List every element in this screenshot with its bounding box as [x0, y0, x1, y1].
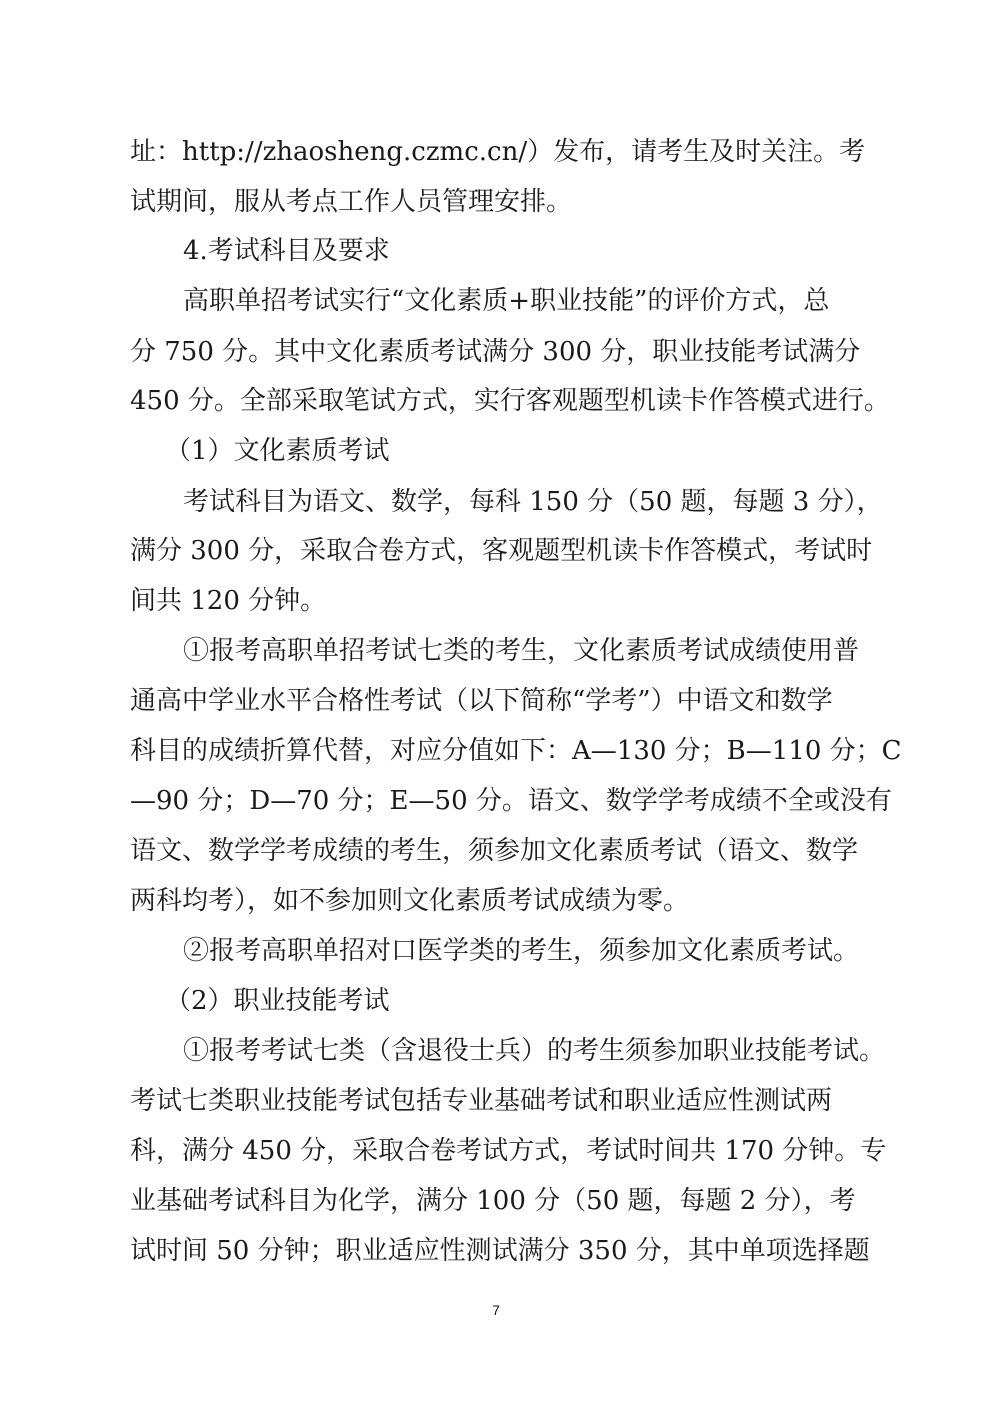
paragraph-line: 高职单招考试实行“文化素质+职业技能”的评价方式，总	[183, 286, 830, 316]
paragraph-line: ①报考考试七类（含退役士兵）的考生须参加职业技能考试。	[183, 1036, 886, 1066]
paragraph-line: 分 750 分。其中文化素质考试满分 300 分，职业技能考试满分	[130, 337, 861, 367]
paragraph-line: 试时间 50 分钟；职业适应性测试满分 350 分，其中单项选择题	[130, 1236, 870, 1266]
paragraph-line: 址：http://zhaosheng.czmc.cn/）发布，请考生及时关注。考	[130, 137, 866, 167]
paragraph-line: —90 分；D—70 分；E—50 分。语文、数学学考成绩不全或没有	[130, 786, 892, 816]
paragraph-line: 满分 300 分，采取合卷方式，客观题型机读卡作答模式，考试时	[130, 536, 873, 566]
paragraph-line: 科，满分 450 分，采取合卷考试方式，考试时间共 170 分钟。专	[130, 1136, 887, 1166]
subsection-heading: （1）文化素质考试	[165, 436, 390, 466]
paragraph-line: 考试科目为语文、数学，每科 150 分（50 题，每题 3 分），	[183, 487, 883, 517]
paragraph-line: 考试七类职业技能考试包括专业基础考试和职业适应性测试两	[130, 1086, 833, 1116]
paragraph-line: 业基础考试科目为化学，满分 100 分（50 题，每题 2 分），考	[130, 1186, 856, 1216]
paragraph-line: 语文、数学学考成绩的考生，须参加文化素质考试（语文、数学	[130, 836, 859, 866]
paragraph-line: 两科均考），如不参加则文化素质考试成绩为零。	[130, 886, 690, 916]
page-number: 7	[492, 1302, 500, 1318]
paragraph-line: ②报考高职单招对口医学类的考生，须参加文化素质考试。	[183, 936, 860, 966]
paragraph-line: 通高中学业水平合格性考试（以下简称“学考”）中语文和数学	[130, 686, 833, 716]
paragraph-line: 450 分。全部采取笔试方式，实行客观题型机读卡作答模式进行。	[130, 386, 890, 416]
paragraph-line: 试期间，服从考点工作人员管理安排。	[130, 187, 573, 217]
paragraph-line: 科目的成绩折算代替，对应分值如下：A—130 分；B—110 分；C	[130, 736, 902, 766]
paragraph-line: 间共 120 分钟。	[130, 586, 327, 616]
subsection-heading: （2）职业技能考试	[165, 986, 390, 1016]
paragraph-line: ①报考高职单招考试七类的考生，文化素质考试成绩使用普	[183, 636, 860, 666]
section-heading: 4.考试科目及要求	[183, 236, 390, 266]
